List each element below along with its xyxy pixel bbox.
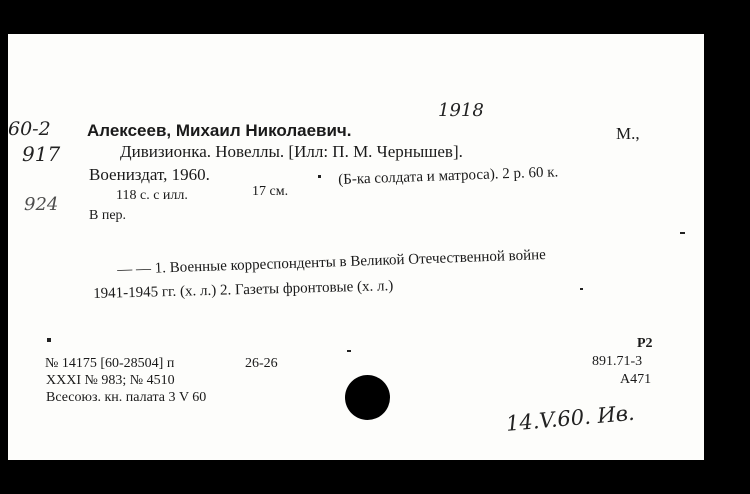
subject-headings-line-1: — — 1. Военные корреспонденты в Великой Отечественной войне	[117, 247, 547, 278]
bottom-record-line-3: Всесоюз. кн. палата 3 V 60	[46, 390, 207, 405]
binding: В пер.	[89, 208, 127, 223]
speck	[680, 232, 685, 234]
bottom-record-number: № 14175 [60-28504] п	[45, 356, 175, 371]
handwritten-callnumber-1: 60-2	[8, 118, 51, 140]
classification-code: Р2	[637, 336, 653, 351]
handwritten-date: 14.V.60. Ив.	[505, 400, 636, 436]
physical-description: 118 с. с илл.	[116, 188, 188, 203]
classification-udc: 891.71-3	[592, 354, 643, 369]
speck	[580, 288, 583, 290]
handwritten-callnumber-2: 917	[22, 142, 61, 166]
author-heading: Алексеев, Михаил Николаевич.	[87, 121, 352, 140]
speck	[47, 338, 51, 342]
size: 17 см.	[252, 184, 289, 199]
publisher: Воениздат, 1960.	[89, 165, 210, 184]
speck	[318, 175, 321, 178]
bottom-record-line-2: XXXI № 983; № 4510	[46, 373, 175, 388]
handwritten-callnumber-3: 924	[24, 194, 59, 215]
series-price: (Б-ка солдата и матроса). 2 р. 60 к.	[338, 164, 559, 188]
punch-hole	[345, 375, 390, 420]
subject-headings-line-2: 1941-1945 гг. (х. л.) 2. Газеты фронтовые (х. л.)	[93, 278, 394, 302]
handwritten-year: 1918	[438, 100, 484, 121]
classification-author-mark: А471	[620, 372, 652, 387]
bottom-record-code: 26-26	[245, 356, 278, 371]
publication-place: М.,	[616, 124, 640, 143]
speck	[347, 350, 351, 352]
title-line: Дивизионка. Новеллы. [Илл: П. М. Чернышев].	[120, 142, 463, 161]
